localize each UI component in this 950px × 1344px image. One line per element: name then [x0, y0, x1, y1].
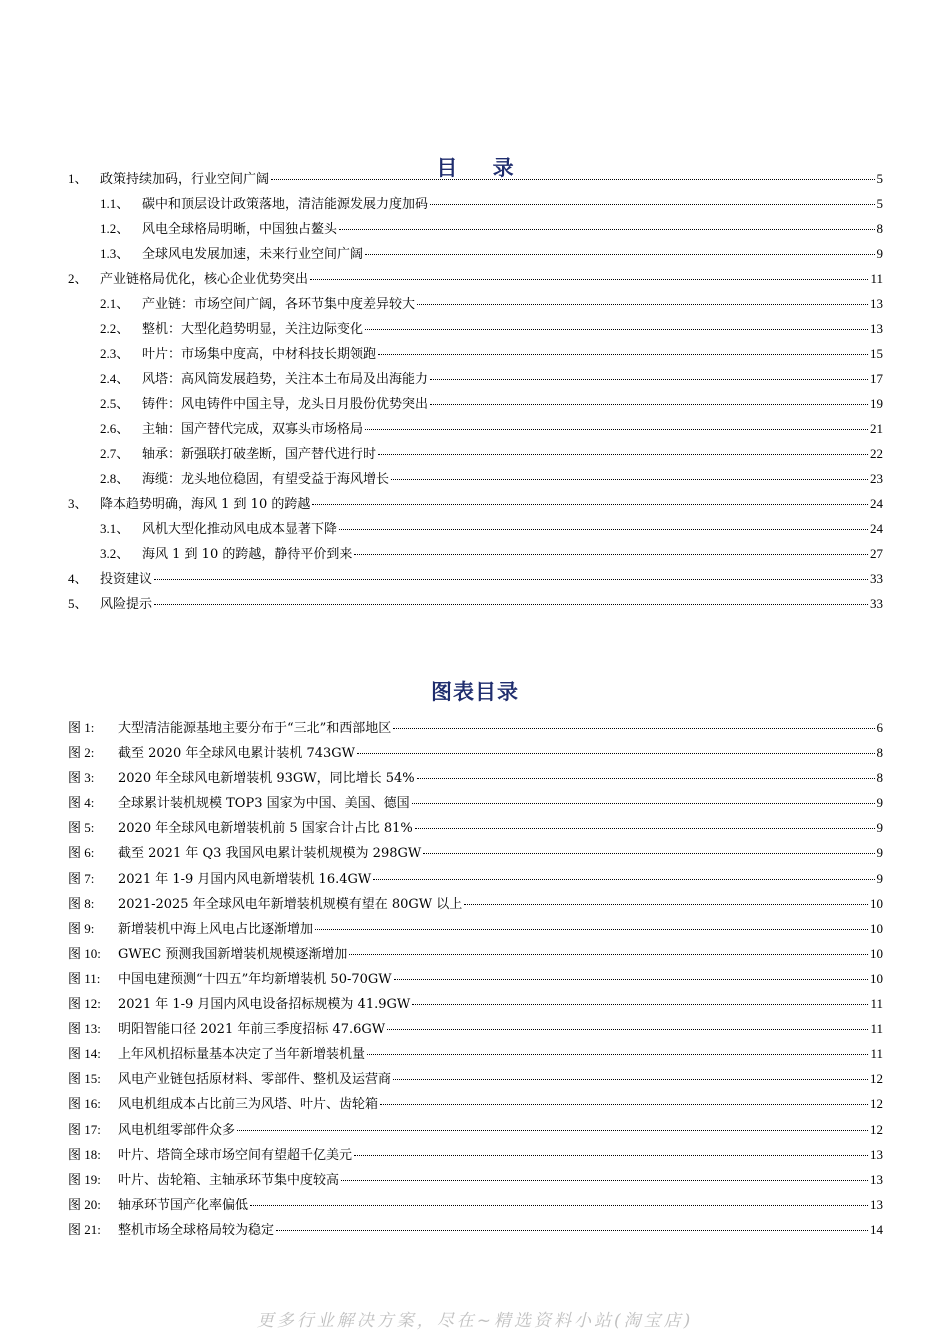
- page-number: 8: [876, 770, 883, 786]
- page-number: 13: [870, 1171, 883, 1187]
- toc-entry[interactable]: [68, 466, 883, 491]
- entry-title: 截至 2020 年全球风电累计装机 743GW: [118, 746, 356, 762]
- entry-number: 1.2、: [100, 221, 130, 236]
- page-number: 12: [870, 1096, 883, 1112]
- entry-number: 2.2、: [100, 321, 130, 336]
- page-number: 27: [870, 546, 883, 561]
- dot-leader: [417, 303, 868, 305]
- page-number: 24: [870, 496, 883, 511]
- entry-number: 图 4:: [68, 795, 95, 811]
- entry-number: 图 10:: [68, 945, 101, 961]
- entry-title: 中国电建预测“十四五”年均新增装机 50-70GW: [118, 971, 392, 987]
- entry-title: 风电全球格局明晰，中国独占鳌头: [142, 222, 338, 237]
- entry-title: 主轴：国产替代完成，双寡头市场格局: [142, 422, 364, 437]
- entry-title: 降本趋势明确，海风 1 到 10 的跨越: [100, 497, 311, 512]
- toc-entry[interactable]: [68, 316, 883, 341]
- page-number: 8: [876, 745, 883, 761]
- entry-number: 图 7:: [68, 870, 95, 886]
- toc-title: 目 录: [436, 155, 528, 180]
- entry-number: 1、: [68, 171, 88, 186]
- figure-entry[interactable]: [68, 866, 883, 891]
- watermark-footer: 更多行业解决方案，尽在~精选资料小站(淘宝店): [256, 1311, 694, 1331]
- entry-title: 上年风机招标量基本决定了当年新增装机量: [118, 1047, 366, 1063]
- entry-title: 全球风电发展加速，未来行业空间广阔: [142, 247, 364, 262]
- toc-entry[interactable]: [68, 491, 883, 516]
- toc-entry[interactable]: [68, 341, 883, 366]
- page-number: 21: [870, 421, 883, 436]
- dot-leader: [357, 752, 874, 754]
- dot-leader: [349, 953, 868, 955]
- toc-list: [68, 166, 883, 616]
- figure-entry[interactable]: [68, 740, 883, 765]
- figure-entry[interactable]: [68, 966, 883, 991]
- entry-title: 风险提示: [100, 597, 153, 612]
- page-number: 8: [876, 221, 883, 236]
- dot-leader: [393, 1078, 868, 1080]
- entry-title: 大型清洁能源基地主要分布于“三北”和西部地区: [118, 721, 392, 736]
- entry-number: 图 19:: [68, 1171, 101, 1187]
- toc-entry[interactable]: [68, 166, 883, 191]
- dot-leader: [393, 727, 874, 729]
- entry-number: 图 12:: [68, 996, 101, 1012]
- dot-leader: [430, 403, 868, 405]
- entry-number: 图 14:: [68, 1046, 101, 1062]
- entry-title: 整机市场全球格局较为稳定: [118, 1222, 275, 1238]
- entry-number: 图 21:: [68, 1221, 101, 1237]
- entry-title: 叶片：市场集中度高，中材科技长期领跑: [142, 347, 377, 362]
- entry-title: 2021 年 1-9 月国内风电新增装机 16.4GW: [118, 871, 372, 887]
- entry-title: 全球累计装机规模 TOP3 国家为中国、美国、德国: [118, 796, 410, 812]
- entry-number: 图 18:: [68, 1146, 101, 1162]
- page-number: 13: [870, 296, 883, 311]
- dot-leader: [412, 1003, 868, 1005]
- dot-leader: [417, 777, 875, 779]
- page-number: 5: [876, 171, 883, 186]
- dot-leader: [339, 228, 874, 230]
- dot-leader: [276, 1229, 868, 1231]
- entry-number: 1.3、: [100, 246, 130, 261]
- entry-title: 政策持续加码，行业空间广阔: [100, 172, 270, 187]
- entry-title: 截至 2021 年 Q3 我国风电累计装机规模为 298GW: [118, 846, 422, 862]
- entry-number: 2.3、: [100, 346, 130, 361]
- entry-title: GWEC 预测我国新增装机规模逐渐增加: [118, 946, 348, 962]
- entry-number: 2.8、: [100, 471, 130, 486]
- dot-leader: [365, 253, 874, 255]
- dot-leader: [312, 503, 868, 505]
- page-number: 24: [870, 521, 883, 536]
- entry-title: 轴承：新强联打破垄断，国产替代进行时: [142, 447, 377, 462]
- toc-entry[interactable]: [68, 241, 883, 266]
- toc-entry[interactable]: [68, 541, 883, 566]
- dot-leader: [354, 553, 868, 555]
- dot-leader: [271, 178, 874, 180]
- dot-leader: [250, 1204, 868, 1206]
- figure-list: [68, 715, 883, 1242]
- entry-number: 1.1、: [100, 196, 130, 211]
- entry-number: 图 9:: [68, 920, 95, 936]
- entry-title: 铸件：风电铸件中国主导，龙头日月股份优势突出: [142, 397, 429, 412]
- entry-title: 风电产业链包括原材料、零部件、整机及运营商: [118, 1072, 392, 1088]
- figure-entry[interactable]: [68, 790, 883, 815]
- figure-entry[interactable]: [68, 1142, 883, 1167]
- entry-number: 图 20:: [68, 1196, 101, 1212]
- entry-number: 图 8:: [68, 895, 95, 911]
- entry-title: 2021-2025 年全球风电年新增装机规模有望在 80GW 以上: [118, 896, 463, 912]
- figure-entry[interactable]: [68, 765, 883, 790]
- page-number: 22: [870, 446, 883, 461]
- entry-title: 海缆：龙头地位稳固，有望受益于海风增长: [142, 472, 390, 487]
- entry-title: 明阳智能口径 2021 年前三季度招标 47.6GW: [118, 1022, 386, 1038]
- dot-leader: [237, 1129, 868, 1131]
- entry-title: 产业链：市场空间广阔，各环节集中度差异较大: [142, 297, 416, 312]
- entry-number: 2.7、: [100, 446, 130, 461]
- page-number: 15: [870, 346, 883, 361]
- dot-leader: [378, 453, 868, 455]
- dot-leader: [365, 428, 868, 430]
- dot-leader: [365, 328, 868, 330]
- page-number: 12: [870, 1071, 883, 1087]
- figure-entry[interactable]: [68, 1117, 883, 1142]
- figure-entry[interactable]: [68, 1217, 883, 1242]
- page-number: 23: [870, 471, 883, 486]
- dot-leader: [367, 1053, 868, 1055]
- page-number: 9: [876, 870, 883, 886]
- entry-number: 图 15:: [68, 1071, 101, 1087]
- page-number: 33: [870, 571, 883, 586]
- page-number: 9: [876, 845, 883, 861]
- page-number: 13: [870, 1146, 883, 1162]
- entry-number: 图 16:: [68, 1096, 101, 1112]
- entry-number: 3.2、: [100, 546, 130, 561]
- entry-title: 风塔：高风筒发展趋势，关注本土布局及出海能力: [142, 372, 429, 387]
- toc-entry[interactable]: [68, 191, 883, 216]
- entry-number: 2.6、: [100, 421, 130, 436]
- dot-leader: [310, 278, 868, 280]
- page-number: 10: [870, 970, 883, 986]
- figure-entry[interactable]: [68, 891, 883, 916]
- page-number: 11: [870, 1021, 883, 1037]
- entry-number: 图 6:: [68, 845, 95, 861]
- entry-title: 风电机组零部件众多: [118, 1122, 236, 1138]
- toc-entry[interactable]: [68, 441, 883, 466]
- entry-title: 碳中和顶层设计政策落地，清洁能源发展力度加码: [142, 197, 429, 212]
- entry-title: 整机：大型化趋势明显，关注边际变化: [142, 322, 364, 337]
- entry-title: 2021 年 1-9 月国内风电设备招标规模为 41.9GW: [118, 997, 411, 1013]
- entry-number: 2、: [68, 271, 88, 286]
- entry-title: 2020 年全球风电新增装机前 5 国家合计占比 81%: [118, 821, 413, 837]
- page-number: 33: [870, 596, 883, 611]
- page-number: 11: [870, 1046, 883, 1062]
- entry-number: 图 1:: [68, 720, 95, 735]
- entry-title: 投资建议: [100, 572, 153, 587]
- dot-leader: [380, 1103, 868, 1105]
- page-number: 9: [876, 795, 883, 811]
- figure-entry[interactable]: [68, 1167, 883, 1192]
- entry-title: 叶片、塔筒全球市场空间有望超千亿美元: [118, 1147, 353, 1163]
- dot-leader: [394, 978, 868, 980]
- toc-entry[interactable]: [68, 416, 883, 441]
- dot-leader: [341, 1179, 868, 1181]
- page-number: 10: [870, 945, 883, 961]
- dot-leader: [391, 478, 868, 480]
- entry-number: 2.5、: [100, 396, 130, 411]
- entry-title: 产业链格局优化，核心企业优势突出: [100, 272, 309, 287]
- entry-title: 风电机组成本占比前三为风塔、叶片、齿轮箱: [118, 1097, 379, 1113]
- page-number: 11: [870, 271, 883, 286]
- entry-number: 图 3:: [68, 770, 95, 786]
- entry-number: 图 17:: [68, 1121, 101, 1137]
- entry-title: 轴承环节国产化率偏低: [118, 1197, 249, 1213]
- figure-entry[interactable]: [68, 941, 883, 966]
- entry-number: 5、: [68, 596, 88, 611]
- figure-entry[interactable]: [68, 715, 883, 740]
- entry-title: 2020 年全球风电新增装机 93GW，同比增长 54%: [118, 771, 415, 787]
- toc-entry[interactable]: [68, 566, 883, 591]
- dot-leader: [430, 203, 874, 205]
- figure-entry[interactable]: [68, 1192, 883, 1217]
- figure-entry[interactable]: [68, 1041, 883, 1066]
- page-number: 11: [870, 996, 883, 1012]
- entry-title: 叶片、齿轮箱、主轴承环节集中度较高: [118, 1172, 340, 1188]
- figure-entry[interactable]: [68, 840, 883, 865]
- dot-leader: [154, 603, 868, 605]
- entry-number: 图 13:: [68, 1021, 101, 1037]
- entry-number: 4、: [68, 571, 88, 586]
- toc-entry[interactable]: [68, 591, 883, 616]
- page-number: 9: [876, 246, 883, 261]
- dot-leader: [339, 528, 868, 530]
- entry-title: 风机大型化推动风电成本显著下降: [142, 522, 338, 537]
- dot-leader: [315, 928, 868, 930]
- page-number: 17: [870, 371, 883, 386]
- figure-entry[interactable]: [68, 1091, 883, 1116]
- page-number: 10: [870, 920, 883, 936]
- entry-number: 图 5:: [68, 820, 95, 836]
- dot-leader: [354, 1154, 868, 1156]
- dot-leader: [154, 578, 868, 580]
- toc-entry[interactable]: [68, 516, 883, 541]
- page-number: 13: [870, 321, 883, 336]
- figure-entry[interactable]: [68, 815, 883, 840]
- dot-leader: [378, 353, 868, 355]
- page-number: 6: [876, 720, 883, 735]
- entry-number: 图 11:: [68, 970, 101, 986]
- dot-leader: [430, 378, 868, 380]
- toc-entry[interactable]: [68, 391, 883, 416]
- dot-leader: [415, 827, 875, 829]
- page-number: 10: [870, 895, 883, 911]
- entry-number: 3、: [68, 496, 88, 511]
- entry-number: 2.1、: [100, 296, 130, 311]
- toc-entry[interactable]: [68, 366, 883, 391]
- dot-leader: [373, 878, 874, 880]
- entry-title: 新增装机中海上风电占比逐渐增加: [118, 921, 314, 937]
- dot-leader: [412, 802, 875, 804]
- figure-list-title: 图表目录: [431, 679, 519, 704]
- toc-entry[interactable]: [68, 216, 883, 241]
- page-number: 9: [876, 820, 883, 836]
- page-number: 14: [870, 1221, 883, 1237]
- entry-number: 2.4、: [100, 371, 130, 386]
- figure-entry[interactable]: [68, 1016, 883, 1041]
- toc-entry[interactable]: [68, 291, 883, 316]
- entry-title: 海风 1 到 10 的跨越，静待平价到来: [142, 547, 353, 562]
- page-number: 12: [870, 1121, 883, 1137]
- figure-entry[interactable]: [68, 991, 883, 1016]
- toc-entry[interactable]: [68, 266, 883, 291]
- figure-entry[interactable]: [68, 916, 883, 941]
- page-number: 19: [870, 396, 883, 411]
- dot-leader: [464, 903, 868, 905]
- dot-leader: [423, 852, 874, 854]
- figure-entry[interactable]: [68, 1066, 883, 1091]
- page-number: 5: [876, 196, 883, 211]
- entry-number: 3.1、: [100, 521, 130, 536]
- dot-leader: [387, 1028, 868, 1030]
- page-number: 13: [870, 1196, 883, 1212]
- entry-number: 图 2:: [68, 745, 95, 761]
